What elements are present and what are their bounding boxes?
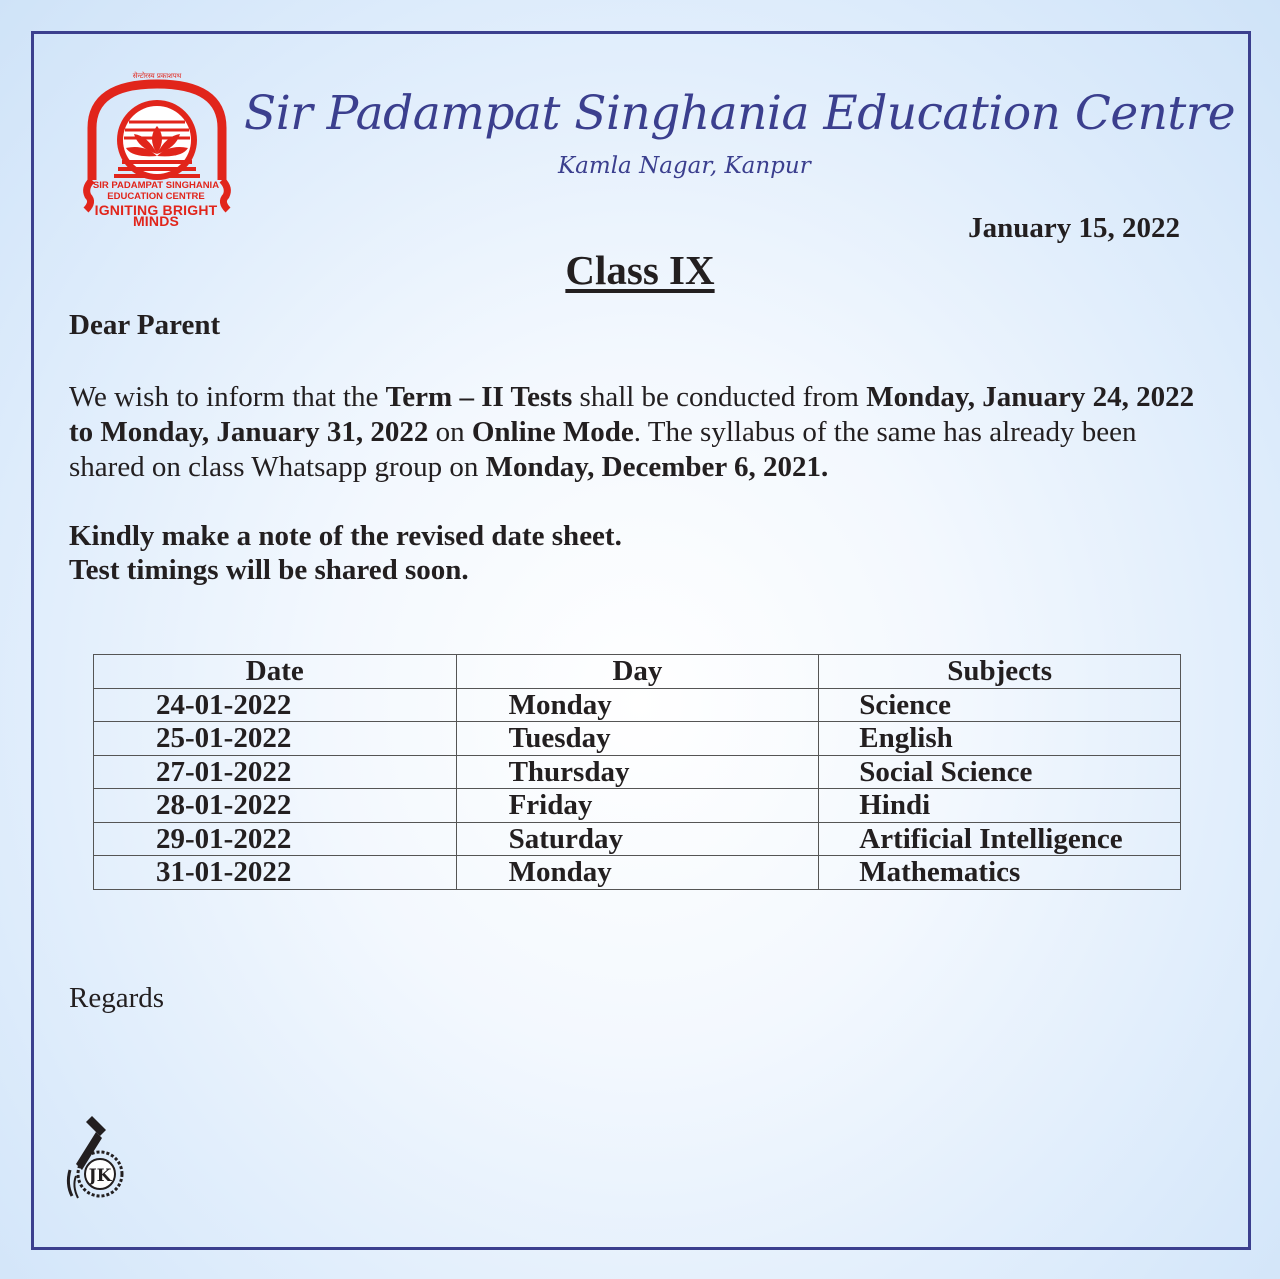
table-row: [94, 722, 1181, 756]
para-bold-term: Term – II Tests: [385, 381, 573, 413]
cell-day: Friday: [456, 789, 819, 823]
cell-date: 25-01-2022: [94, 722, 457, 756]
table-row: [94, 822, 1181, 856]
cell-day: Monday: [456, 856, 819, 890]
cell-subject: Science: [819, 688, 1181, 722]
note-date-sheet: Kindly make a note of the revised date sheet.: [69, 520, 622, 552]
date-sheet-table: [93, 654, 1181, 890]
cell-subject: Social Science: [819, 755, 1181, 789]
table-row: [94, 688, 1181, 722]
notice-paragraph: [69, 380, 1219, 485]
jk-monogram: JK: [88, 1166, 112, 1186]
table-header-row: [94, 655, 1181, 689]
cell-subject: Hindi: [819, 789, 1181, 823]
header-date: Date: [94, 655, 457, 689]
notes: [69, 519, 622, 587]
salutation: Dear Parent: [69, 309, 221, 341]
cell-day: Monday: [456, 688, 819, 722]
school-name: Sir Padampat Singhania Education Centre: [244, 86, 1236, 141]
para-bold-dates: Monday, January 24, 2022 to Monday, January 31, 2022: [69, 381, 1195, 448]
table-row: [94, 856, 1181, 890]
cell-day: Thursday: [456, 755, 819, 789]
cell-subject: Artificial Intelligence: [819, 822, 1181, 856]
para-text-2: shall be conducted from: [572, 381, 867, 413]
para-text-3: on: [428, 416, 472, 448]
jk-organisation-logo: [62, 1110, 140, 1202]
cell-date: 31-01-2022: [94, 856, 457, 890]
table-row: [94, 755, 1181, 789]
cell-date: 28-01-2022: [94, 789, 457, 823]
note-timings: Test timings will be shared soon.: [69, 554, 469, 586]
logo-top-text: सेन्टोरस्य प्रकाशपथ: [132, 72, 182, 80]
cell-subject: English: [819, 722, 1181, 756]
cell-subject: Mathematics: [819, 856, 1181, 890]
logo-tagline: IGNITING BRIGHT MINDS: [94, 202, 218, 229]
school-location: Kamla Nagar, Kanpur: [558, 153, 811, 179]
letter-date: January 15, 2022: [968, 212, 1180, 244]
cell-date: 29-01-2022: [94, 822, 457, 856]
class-title: Class IX: [565, 247, 715, 293]
para-text-4: . The syllabus of the same has already been shared on class Whatsapp group on: [69, 416, 1137, 483]
header-subjects: Subjects: [819, 655, 1181, 689]
regards: Regards: [69, 982, 165, 1014]
logo-caption: [75, 180, 237, 227]
table-row: [94, 789, 1181, 823]
logo-caption-line2: EDUCATION CENTRE: [107, 191, 205, 202]
cell-day: Tuesday: [456, 722, 819, 756]
header-day: Day: [456, 655, 819, 689]
cell-date: 27-01-2022: [94, 755, 457, 789]
cell-day: Saturday: [456, 822, 819, 856]
para-text-1: We wish to inform that the: [69, 381, 386, 413]
logo-caption-line1: SIR PADAMPAT SINGHANIA: [92, 180, 220, 191]
para-bold-mode: Online Mode: [471, 416, 634, 448]
para-bold-syllabus-date: Monday, December 6, 2021.: [485, 451, 829, 483]
cell-date: 24-01-2022: [94, 688, 457, 722]
